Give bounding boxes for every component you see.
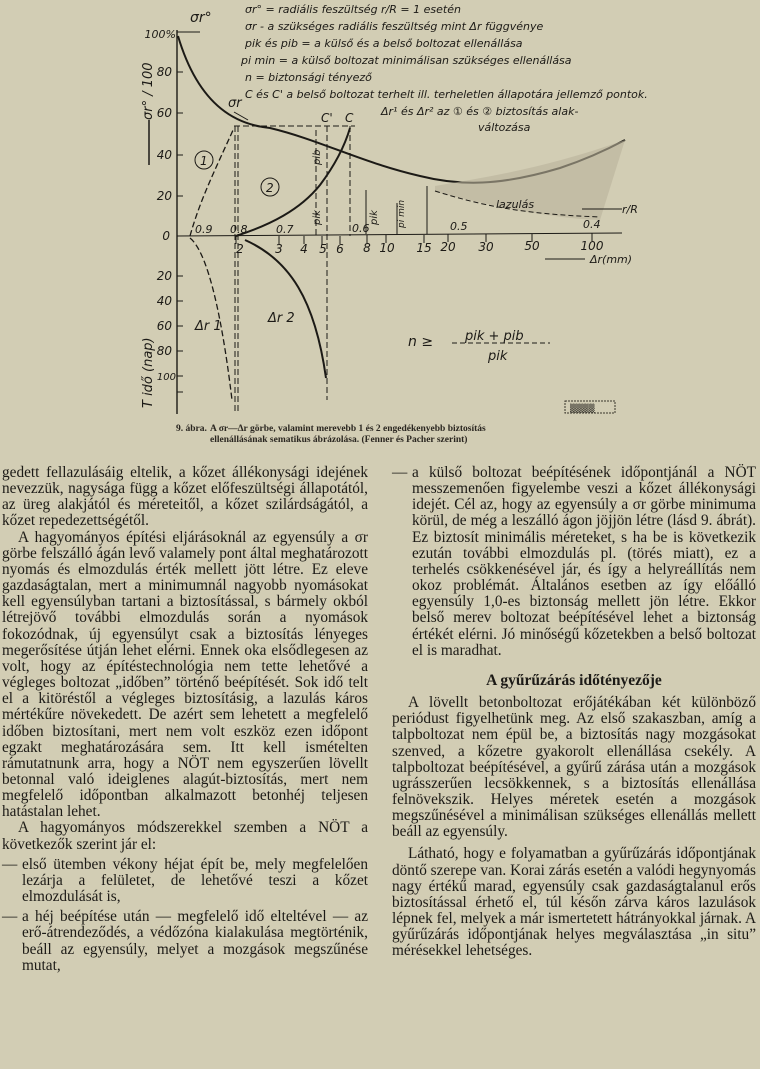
x-axis-title: Δr(mm) [590,253,633,266]
y-tick-label: 80 [156,344,172,358]
legend-line: pi min = a külső boltozat minimálisan szükséges ellenállása [241,54,572,67]
figure-9 [0,0,760,430]
legend-line: Δr¹ és Δr² az ① és ② biztosítás alak- [381,105,579,118]
x-tick-label: 10 [379,241,395,255]
formula-n: n ≥ [408,334,434,350]
legend-line: C és C' a belső boltozat terhelt ill. terheletlen állapotára jellemző pontok. [245,88,648,101]
right-column [392,465,756,960]
x-tick-label: 8 [363,241,371,255]
x-tick-label: 100 [580,239,604,253]
curve-1 [190,128,234,236]
x-tick-label: 6 [336,242,344,256]
y-axis-title: σr° / 100 [141,62,156,120]
curve-2-label: 2 [266,181,274,195]
list-item-text: a héj beépítése után — megfelelő idő elteltével — az erő-átrendeződés, a védőzóna kialakulása megtörténik, beáll az egyensúly, melyet a mozgások megszűnése mutat, [22,908,368,974]
rR-tick-label: 0.9 [195,223,213,236]
formula-numerator: pik + pib [465,329,524,344]
x-tick-label: 4 [300,242,308,256]
paragraph: A hagyományos építési eljárásoknál az egyensúly a σr görbe felszálló ágán levő valamely pont által meghatározott nyomás és elmozdulás érték mellett jött létre. Ez eleve gazdaságtalan, mert a minimumnál nagyobb nyomásokat kell egyensúlyban tartani a biztosítással, s bármely okból létrejövő további elmozdulás során a nyomások fokozódnak, új egyensúlyt csak a biztosítás lényeges megerősítése útján lehet elérni. Ennek oka elsődlegesen az volt, hogy az építéstechnológia nem tette lehetővé a végleges boltozat „időben” történő beépítését. Sok idő telt el a kitöréstől a végleges biztosításig, a lazulás káros mértékűre növekedett. De azért sem lehetett a megfelelő időben biztosítani, mert nem volt eszköz ezen időpont egzakt meghatározására sem. Itt kell ismételten rámutatnunk arra, hogy a NÖT nem egyszerűen lövellt betonnal való ideiglenes alagút-biztosítás, mert nem megfelelő időpontban alkalmazott betonhéj teljesen hatástalan lehet. [2,528,368,821]
figure-caption [176,424,636,446]
curve-1-label: 1 [200,154,208,168]
stamp-text: ▒▒▒▒ [570,404,595,413]
x-tick-label: 20 [440,240,456,254]
legend-line: σr - a szükséges radiális feszültség mint Δr függvénye [245,20,544,33]
section-heading: A gyűrűzárás időtényezője [486,671,662,689]
list-item [2,857,368,905]
y-tick-label: 20 [156,269,172,283]
sigma0-label: σr° [190,10,212,26]
y-tick-label: 80 [156,65,172,79]
pik-label: pik [312,210,323,225]
dash-marker: — [2,908,18,926]
figure-legend [240,3,648,134]
lazulas-label: lazulás [496,198,535,211]
rR-tick-label: 0.6 [352,222,370,235]
rR-tick-label: 0.7 [276,223,294,236]
paragraph: A lövellt betonboltozat erőjátékában két különböző periódust figyelhetünk meg. Az első szakaszban, amíg a talpboltozat nem épül be, a biztosítás nagy mozgásokat szenved, a kőzetre gyakorolt ellenállása csekély. A talpboltozat beépítésével, a gyűrű zárása után a mozgások ugrásszerűen lecsökkennek, s a biztosítás ellenállása felnövekszik. Helyes méretek esetén a mozgások megszűnésével a minimálisan szükséges ellenállás mellett beáll az egyensúly. [392,694,756,841]
rR-tick-label: 0.5 [450,220,468,233]
y-axis-top-label: 100% [144,28,176,41]
r-over-R-label: r/R [622,203,638,216]
pik-label-2: pik [369,210,380,225]
x-tick-label: 2 [236,242,244,256]
dr1-label: Δr 1 [195,319,222,334]
rR-tick-label: 0.4 [583,218,601,231]
left-column [2,465,368,974]
pib-label: pib [312,149,323,165]
y-tick-label: 0 [162,229,170,243]
formula-denominator: pik [488,349,508,364]
caption-line-1: A σr—Δr görbe, valamint merevebb 1 és 2 engedékenyebb biztosítás [210,424,486,434]
y-tick-label: 60 [156,319,172,333]
curve-2 [236,128,350,236]
y-tick-label: 100 [156,372,176,383]
pimin-label: pi min [397,199,407,228]
paragraph: Látható, hogy e folyamatban a gyűrűzárás időpontjának döntő szerepe van. Korai zárás esetén a valódi hegynyomás nagy értékű marad, egyensúly csak gazdaságtalanul erős biztosítással érhető el, túl későn zárva káros lazulások lépnek fel, melyek a már ismertetett hátrányokkal járnak. A gyűrűzárás időpontjának helyes megválasztása „in situ” mérésekkel lehetséges. [392,845,757,960]
x-tick-label: 50 [524,239,540,253]
x-tick-label: 5 [319,242,327,256]
list-item [392,465,756,659]
C-prime-label: C' [321,111,333,125]
list-item [2,909,368,974]
legend-line: n = biztonsági tényező [245,71,372,84]
paragraph: gedett fellazulásáig eltelik, a kőzet állékonysági idejének nevezzük, nagysága függ a kőzet előfeszültségi állapotától, az üreg alakjától és méreteitől, a kőzet szilárdságától, a kőzet repedezettségétől. [2,464,368,530]
t-axis-title: T idő (nap) [141,337,156,408]
legend-line: változása [478,121,531,134]
dash-marker: — [392,464,408,481]
rR-tick-label: 0.8 [230,223,248,236]
x-tick-label: 30 [478,240,494,254]
y-tick-label: 20 [156,189,172,203]
y-tick-label: 60 [156,106,172,120]
list-item-text: a külső boltozat beépítésének időpontjánál a NÖT messzemenően figyelembe veszi a kőzet állékonysági idejét. Cél az, hogy az egyensúly a σr görbe minimuma körül, de még a leszálló ágon jöjjön létre (lásd 9. ábrát). Ez biztosít minimális méreteket, s ha be is következik ezután további elmozdulás pl. (törés miatt), ez a terhelés csökkenésével jár, és így a helyreállítás nem okoz problémát. Általános esetben az így előálló egyensúly 1,0-es biztonság mellett jön létre. Ekkor belső merev boltozat beépítésével lehet a biztonság értékét elérni. Jó minőségű kőzetekben a belső boltozat el is maradhat. [412,464,756,659]
y-tick-label: 40 [156,294,172,308]
legend-line: σr° = radiális feszültség r/R = 1 esetén [245,3,461,16]
legend-line: pik és pib = a külső és a belső boltozat ellenállása [245,37,523,50]
x-tick-label: 15 [416,241,432,255]
sigma-r-label: σr [228,96,242,111]
dr2-curve [245,240,326,378]
caption-number: 9. ábra. [176,424,207,434]
list-item-text: első ütemben vékony héjat épít be, mely megfelelően lezárja a felületet, de lehetővé teszi a kőzet elmozdulását is, [22,855,368,906]
x-tick-label: 3 [275,242,283,256]
dr2-label: Δr 2 [268,311,295,326]
dash-marker: — [2,855,18,873]
caption-line-2: ellenállásának sematikus ábrázolása. (Fenner és Pacher szerint) [210,435,468,445]
y-tick-label: 40 [156,148,172,162]
C-label: C [345,111,354,125]
paragraph: A hagyományos módszerekkel szemben a NÖT a következők szerint jár el: [2,819,368,853]
